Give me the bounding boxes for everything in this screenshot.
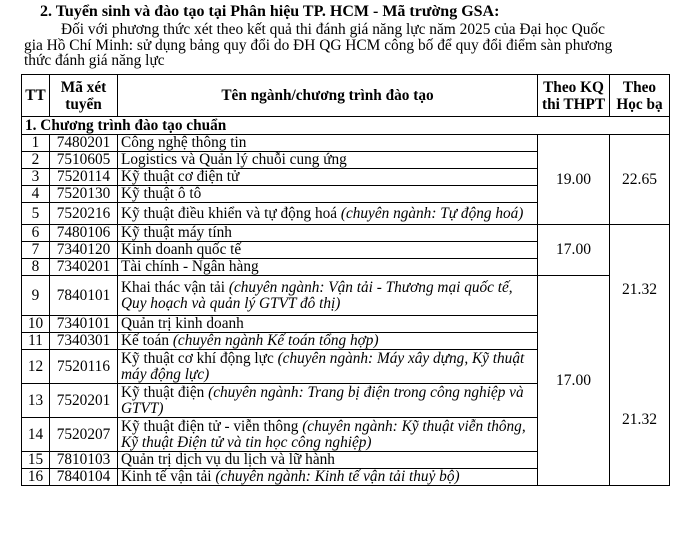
- row-program: [118, 259, 538, 276]
- program-name: Khai thác vận tải: [121, 278, 229, 296]
- row-tt: 2: [22, 152, 50, 169]
- row-tt: 4: [22, 186, 50, 203]
- score-hocba-group23-a: 21.32: [621, 281, 658, 298]
- header-tt: TT: [22, 75, 50, 117]
- row-program: [118, 469, 538, 486]
- row-tt: 12: [22, 350, 50, 384]
- row-code: 7510605: [50, 152, 118, 169]
- table-header-row: [22, 75, 670, 117]
- row-tt: 15: [22, 452, 50, 469]
- row-tt: 7: [22, 242, 50, 259]
- score-thpt-group2: 17.00: [538, 225, 610, 276]
- section-title: 1. Chương trình đào tạo chuẩn: [22, 117, 670, 135]
- table-row: [22, 135, 670, 152]
- row-program: [118, 225, 538, 242]
- program-name: Kỹ thuật điện tử - viễn thông: [121, 417, 303, 435]
- row-program: [118, 203, 538, 225]
- program-name: Tài chính - Ngân hàng: [121, 258, 259, 275]
- table-row: [22, 225, 670, 242]
- row-code: 7340201: [50, 259, 118, 276]
- program-name: Kỹ thuật cơ điện tử: [121, 168, 240, 185]
- program-name: Logistics và Quản lý chuỗi cung ứng: [121, 151, 347, 168]
- score-hocba-group1: 22.65: [610, 135, 670, 225]
- row-code: 7520201: [50, 384, 118, 418]
- row-code: 7340301: [50, 333, 118, 350]
- row-program: [118, 186, 538, 203]
- program-note: (chuyên ngành: Kỹ thuật viễn thông, Kỹ thuật Điện tử và tin học công nghiệp): [121, 417, 526, 451]
- score-thpt-group1: 19.00: [538, 135, 610, 225]
- header-code: Mã xét tuyển: [50, 75, 118, 117]
- row-code: 7520207: [50, 418, 118, 452]
- row-program: [118, 242, 538, 259]
- row-code: 7520114: [50, 169, 118, 186]
- program-name: Kỹ thuật điều khiển và tự động hoá: [121, 204, 341, 222]
- row-code: 7520216: [50, 203, 118, 225]
- row-tt: 9: [22, 276, 50, 316]
- row-code: 7340101: [50, 316, 118, 333]
- row-code: 7480106: [50, 225, 118, 242]
- row-program: [118, 152, 538, 169]
- program-name: Công nghệ thông tin: [121, 134, 247, 151]
- row-code: 7340120: [50, 242, 118, 259]
- program-name: Quản trị kinh doanh: [121, 315, 244, 332]
- program-note: (chuyên ngành: Vận tải - Thương mại quốc tế, Quy hoạch và quản lý GTVT đô thị): [121, 278, 513, 312]
- row-program: [118, 350, 538, 384]
- score-hocba-group23-b: 21.32: [621, 411, 658, 428]
- intro-paragraph: [24, 22, 664, 69]
- row-program: [118, 169, 538, 186]
- header-thpt-score: Theo KQ thi THPT: [538, 75, 610, 117]
- program-note: (chuyên ngành: Máy xây dựng, Kỹ thuật máy động lực): [121, 349, 525, 383]
- row-program: [118, 333, 538, 350]
- row-code: 7810103: [50, 452, 118, 469]
- row-tt: 6: [22, 225, 50, 242]
- table-row: [22, 276, 670, 316]
- program-note: (chuyên ngành: Trang bị điện trong công nghiệp và GTVT): [121, 383, 524, 417]
- program-note: (chuyên ngành: Tự động hoá): [340, 204, 524, 222]
- header-program-name: Tên ngành/chương trình đào tạo: [118, 75, 538, 117]
- row-program: [118, 135, 538, 152]
- program-name: Kỹ thuật ô tô: [121, 185, 202, 202]
- row-tt: 10: [22, 316, 50, 333]
- row-program: [118, 418, 538, 452]
- row-code: 7480201: [50, 135, 118, 152]
- section-row: [22, 117, 670, 135]
- score-hocba-group23: [610, 225, 670, 486]
- intro-line-3: thức đánh giá năng lực: [24, 52, 165, 69]
- program-name: Kinh tế vận tải: [121, 468, 216, 485]
- row-tt: 13: [22, 384, 50, 418]
- row-tt: 11: [22, 333, 50, 350]
- program-note: (chuyên ngành: Kinh tế vận tải thuỷ bộ): [215, 468, 460, 485]
- program-name: Quản trị dịch vụ du lịch và lữ hành: [121, 451, 335, 468]
- row-code: 7840104: [50, 469, 118, 486]
- intro-line-1: Đối với phương thức xét theo kết quả thi đánh giá năng lực năm 2025 của Đại học Quốc: [61, 21, 605, 38]
- program-name: Kỹ thuật máy tính: [121, 224, 232, 241]
- row-tt: 8: [22, 259, 50, 276]
- row-code: 7840101: [50, 276, 118, 316]
- program-note: (chuyên ngành Kế toán tổng hợp): [172, 332, 379, 349]
- header-hocba-score: Theo Học bạ: [610, 75, 670, 117]
- row-tt: 16: [22, 469, 50, 486]
- row-code: 7520130: [50, 186, 118, 203]
- score-thpt-group3: 17.00: [538, 276, 610, 486]
- section-heading: 2. Tuyển sinh và đào tạo tại Phân hiệu TP. HCM - Mã trường GSA:: [40, 3, 500, 20]
- row-code: 7520116: [50, 350, 118, 384]
- row-program: [118, 452, 538, 469]
- program-name: Kế toán: [121, 332, 173, 349]
- admission-score-table: [21, 74, 670, 486]
- row-program: [118, 384, 538, 418]
- row-program: [118, 276, 538, 316]
- program-name: Kinh doanh quốc tế: [121, 241, 242, 258]
- row-tt: 5: [22, 203, 50, 225]
- row-tt: 1: [22, 135, 50, 152]
- intro-line-2: gia Hồ Chí Minh: sử dụng bảng quy đổi do ĐH QG HCM công bố để quy đổi điểm sàn phương: [24, 36, 613, 54]
- row-program: [118, 316, 538, 333]
- program-name: Kỹ thuật cơ khí động lực: [121, 349, 278, 367]
- row-tt: 3: [22, 169, 50, 186]
- program-name: Kỹ thuật điện: [121, 383, 209, 401]
- row-tt: 14: [22, 418, 50, 452]
